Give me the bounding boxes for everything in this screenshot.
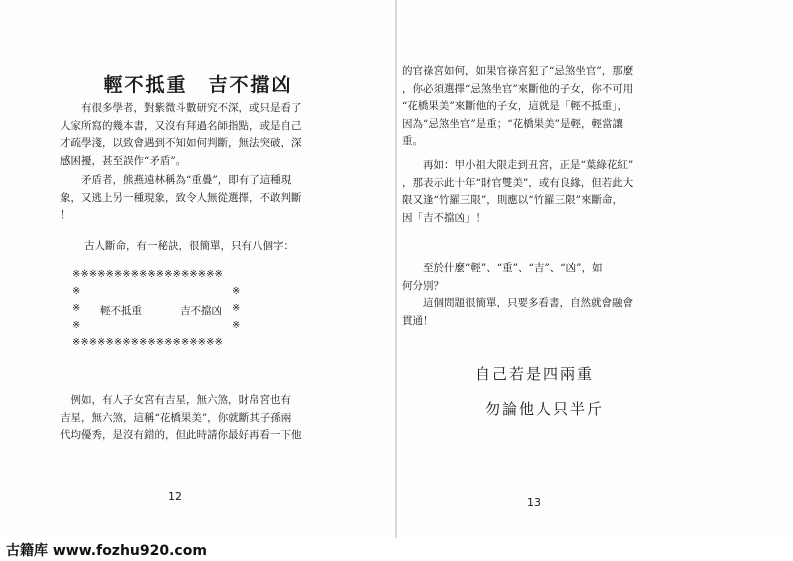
footer-bar	[0, 538, 793, 561]
text-line: 代均優秀，是沒有錯的，但此時請你最好再看一下他	[60, 429, 302, 441]
left-page	[0, 0, 396, 538]
text-line: 象，又逃上另一種現象，致令人無從選擇，不敢判斷	[60, 191, 302, 204]
site-watermark[interactable]: 古籍库 www.fozhu920.com	[6, 543, 207, 559]
box-border-bottom: ※※※※※※※※※※※※※※※※※※	[72, 337, 223, 348]
paragraph-second-example	[402, 157, 633, 227]
text-line: 至於什麼“輕”、“重”、“吉”、“凶”，如	[402, 262, 603, 274]
maxim-light-not-heavy: 輕不抵重	[100, 305, 142, 317]
box-side-left: ※	[72, 303, 81, 314]
paragraph-intro	[60, 100, 302, 170]
text-line: 例如，有人子女宮有吉星，無六煞，財帛宮也有	[60, 394, 291, 406]
maxim-good-not-block-bad: 吉不擋凶	[180, 305, 222, 317]
paragraph-example	[60, 392, 302, 445]
box-side-right: ※	[232, 303, 241, 314]
box-border-top: ※※※※※※※※※※※※※※※※※※	[72, 269, 223, 280]
text-line: ，你必須選擇“忌煞坐官”來斷他的子女，你不可用	[402, 82, 634, 95]
text-line: 再如：甲小祖大限走到丑宮，正是“葉綠花紅”	[402, 159, 634, 171]
box-side-right: ※	[232, 286, 241, 297]
chapter-title: 輕不抵重 吉不擋凶	[103, 74, 293, 96]
text-line: 才疏學淺，以致會遇到不知如何判斷，無法突破，深	[60, 137, 302, 149]
text-line: 人家所寫的幾本書，又沒有拜過名師指點，或是自己	[60, 119, 302, 132]
text-line: 貫通！	[402, 314, 434, 327]
text-line: 有很多學者，對紫微斗數研究不深，或只是看了	[60, 102, 302, 114]
page-number-right: 13	[527, 496, 541, 509]
text-line: ，那表示此十年“財官雙美”，或有良緣，但若此大	[402, 176, 634, 189]
text-line: 古人斷命，有一秘訣，很簡單，只有八個字：	[84, 240, 294, 252]
right-page	[397, 0, 793, 538]
handwritten-line: 勿論他人只半斤	[485, 400, 605, 418]
paragraph-continued	[402, 63, 633, 151]
text-line: 吉星，無六煞，這稱“花橋果美”，你就斷其子孫兩	[60, 411, 292, 424]
box-side-right: ※	[232, 320, 241, 331]
text-line: 這個問題很簡單，只要多看書，自然就會融會	[402, 297, 633, 309]
handwritten-line: 自己若是四兩重	[475, 365, 595, 383]
text-line: 限又逢“竹羅三限”，則應以“竹羅三限”來斷命，	[402, 194, 623, 206]
paragraph-conclusion	[402, 260, 633, 330]
text-line: 因「吉不擋凶」！	[402, 211, 486, 224]
text-line: 感困擾，甚至誤作“矛盾”。	[60, 154, 187, 167]
text-line: 何分別？	[402, 279, 444, 292]
text-line: 因為“忌煞坐官”是重；“花橋果美”是輕，輕當讓	[402, 117, 623, 130]
text-line: “花橋果美”來斷他的子女，這就是「輕不抵重」，	[402, 100, 628, 112]
page-number-left: 12	[168, 490, 182, 503]
text-line: ！	[60, 209, 71, 221]
text-line: 的官祿宮如何，如果官祿宮犯了“忌煞坐官”，那麼	[402, 65, 634, 77]
text-line: 矛盾者，熊燕遠林稱為“重疊”，即有了這種現	[60, 174, 292, 186]
text-line: 重。	[402, 135, 423, 147]
secret-intro	[84, 238, 294, 256]
box-side-left: ※	[72, 286, 81, 297]
box-side-left: ※	[72, 320, 81, 331]
paragraph-contradiction	[60, 172, 302, 225]
